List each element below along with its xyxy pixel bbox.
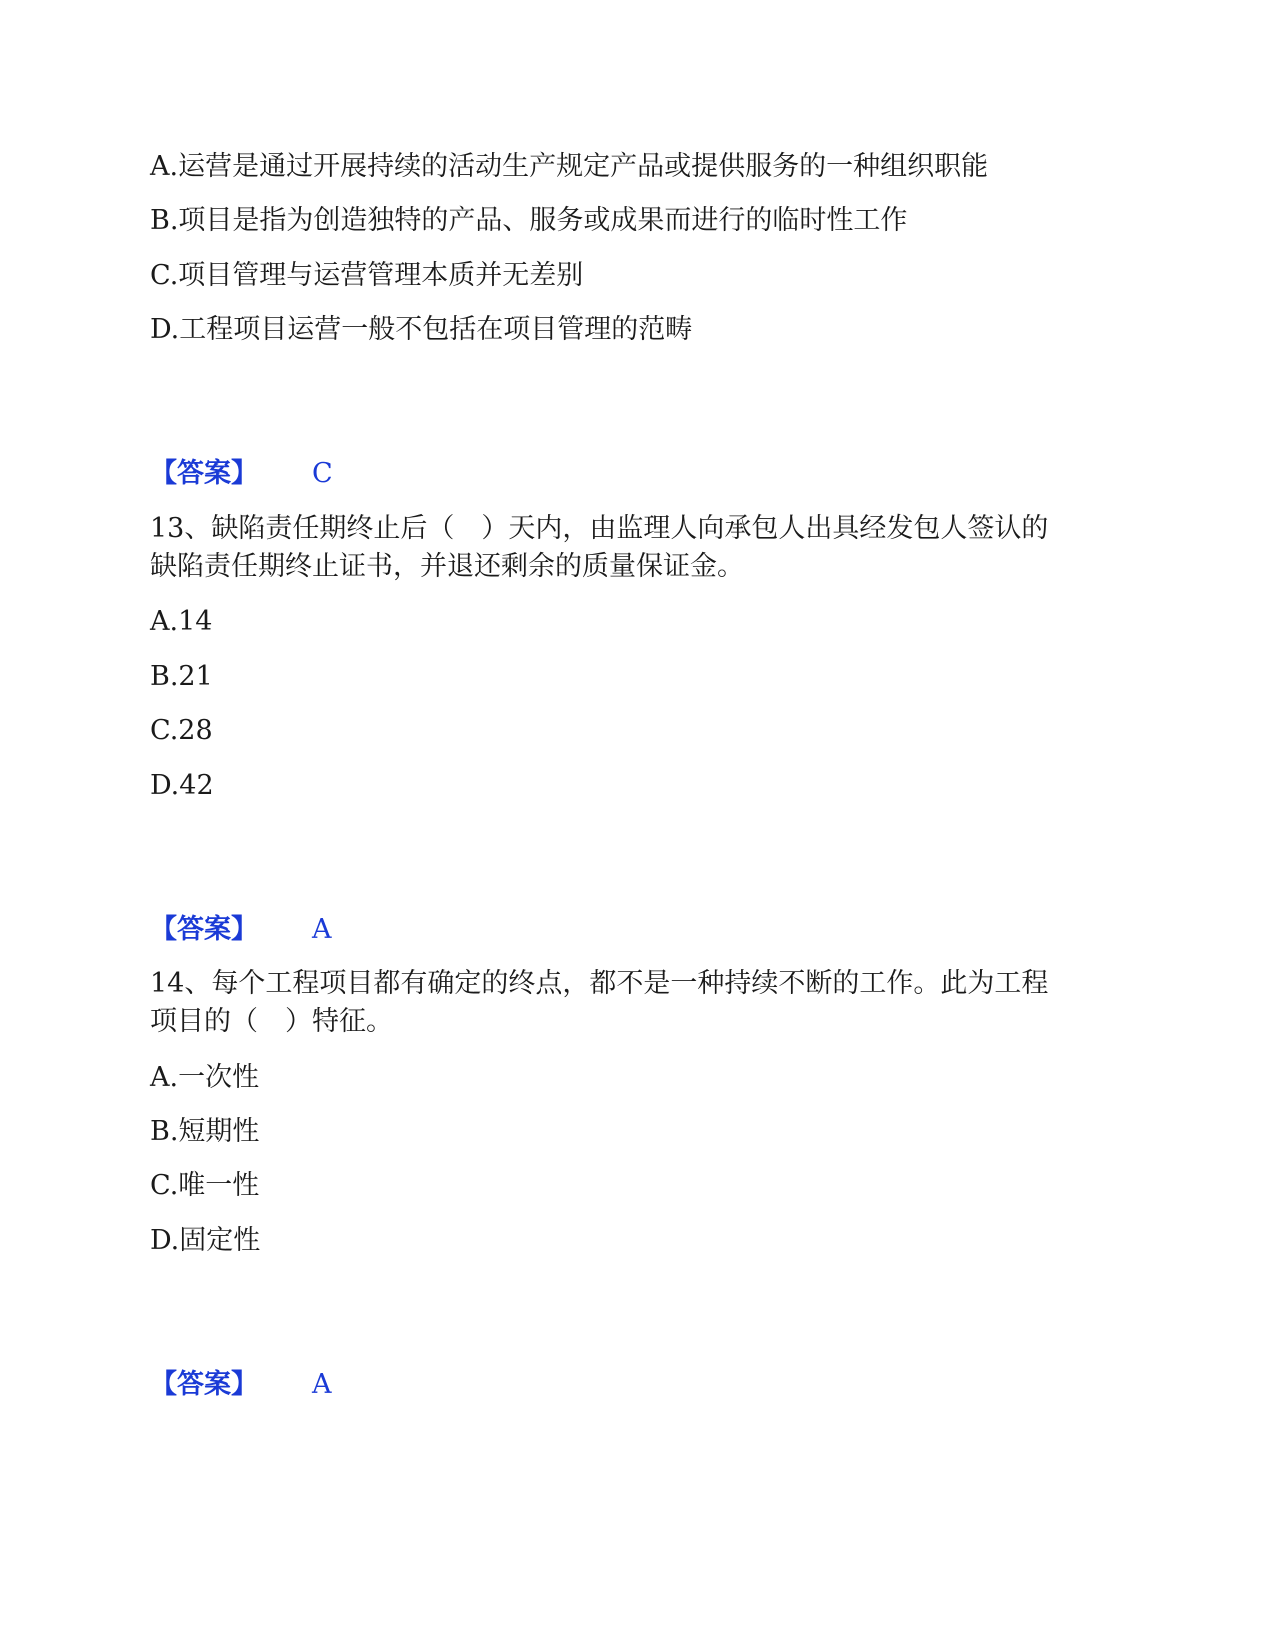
q12-option-d: D.工程项目运营一般不包括在项目管理的范畴 — [150, 314, 693, 345]
answer-label: 【答案】 — [150, 914, 258, 945]
q14-answer — [150, 1366, 332, 1404]
q14-stem-line1: 14、每个工程项目都有确定的终点，都不是一种持续不断的工作。此为工程 — [150, 968, 1049, 999]
q13-option-b: B.21 — [150, 661, 213, 692]
q14-option-d: D.固定性 — [150, 1225, 261, 1256]
answer-value: A — [312, 1369, 332, 1400]
q12-option-b: B.项目是指为创造独特的产品、服务或成果而进行的临时性工作 — [150, 205, 908, 236]
q12-option-c: C.项目管理与运营管理本质并无差别 — [150, 260, 584, 291]
q13-answer — [150, 911, 332, 949]
answer-label: 【答案】 — [150, 458, 258, 489]
q13-stem-line2: 缺陷责任期终止证书，并退还剩余的质量保证金。 — [150, 551, 744, 582]
q13-option-d: D.42 — [150, 770, 214, 801]
q13-stem-line1: 13、缺陷责任期终止后（ ）天内，由监理人向承包人出具经发包人签认的 — [150, 513, 1049, 544]
answer-value: C — [312, 458, 333, 489]
q14-stem-line2: 项目的（ ）特征。 — [150, 1006, 393, 1037]
q14-option-c: C.唯一性 — [150, 1170, 260, 1201]
q12-answer — [150, 455, 333, 493]
q13-option-c: C.28 — [150, 715, 213, 746]
q13-option-a: A.14 — [150, 606, 213, 637]
q12-option-a: A.运营是通过开展持续的活动生产规定产品或提供服务的一种组织职能 — [150, 151, 989, 182]
q14-option-b: B.短期性 — [150, 1116, 260, 1147]
q14-option-a: A.一次性 — [150, 1062, 260, 1093]
answer-value: A — [312, 914, 332, 945]
answer-label: 【答案】 — [150, 1369, 258, 1400]
